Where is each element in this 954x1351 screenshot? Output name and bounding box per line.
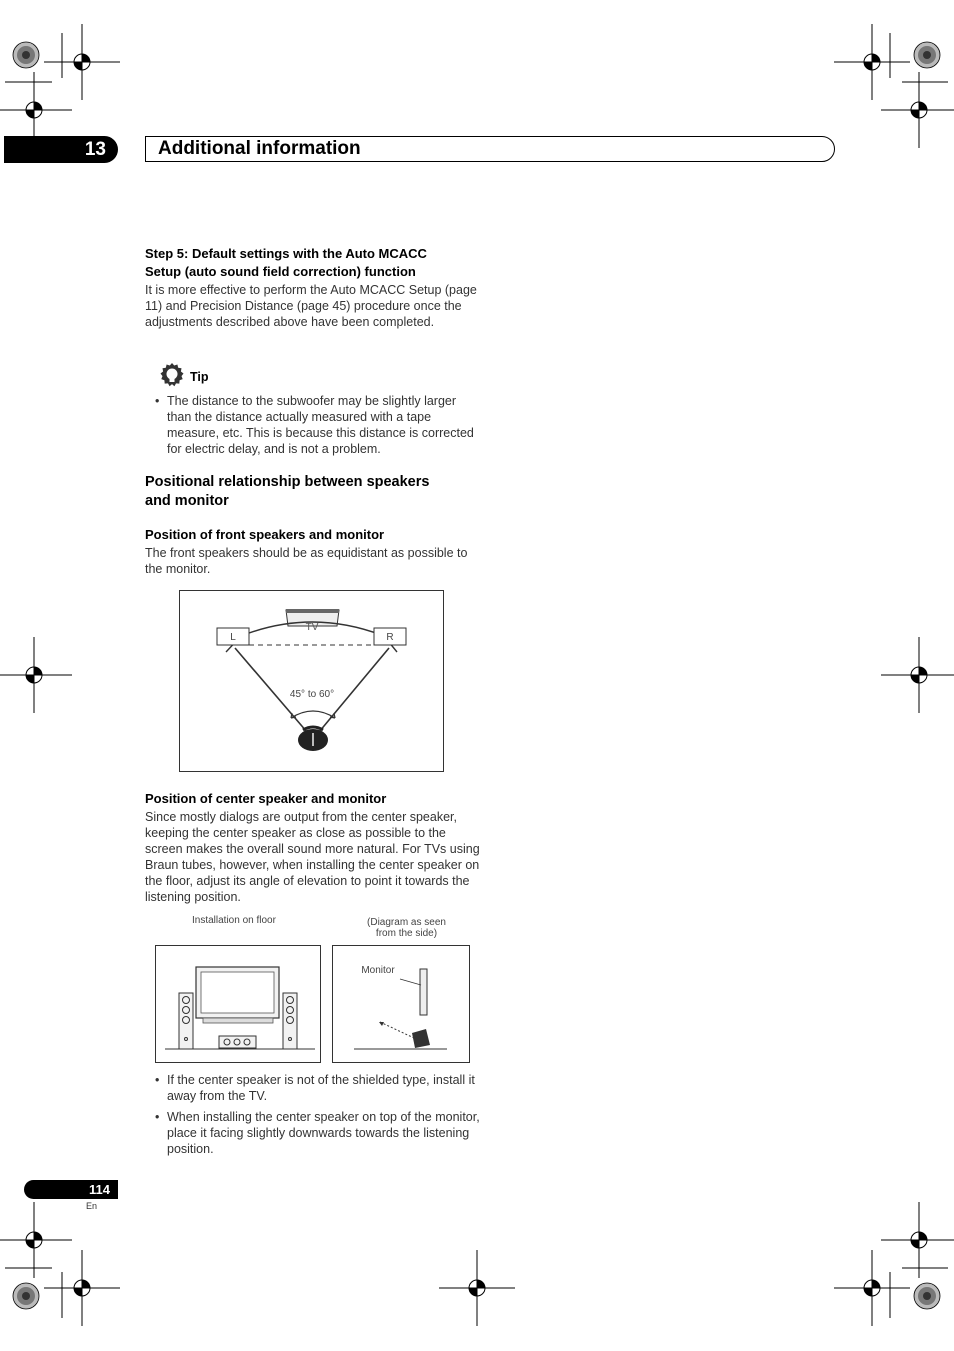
monitor-side <box>420 969 427 1015</box>
section-heading-line2: and monitor <box>145 493 229 509</box>
tip-bullet <box>155 393 480 457</box>
right-tower-speaker <box>283 993 297 1049</box>
page-language: En <box>86 1201 98 1211</box>
left-tower-speaker <box>179 993 193 1049</box>
floor-figure-label: Installation on floor <box>192 915 276 926</box>
right-speaker-label: R <box>386 632 394 643</box>
angle-label: 45° to 60° <box>289 689 335 700</box>
page-number: 114 <box>24 1180 118 1199</box>
step5-heading <box>145 245 485 281</box>
bullet-dot: • <box>155 1110 160 1124</box>
side-figure-label-line2: from the side) <box>375 928 438 939</box>
lightbulb-icon <box>158 362 186 388</box>
floor-installation-diagram <box>155 945 321 1063</box>
tv-label: TV <box>305 622 319 633</box>
center-body: Since mostly dialogs are output from the center speaker, keeping the center speaker as close as possible to the screen makes the overall sound more natural. For TVs using Braun tubes, however, when installing the center speaker on the floor, adjust its angle of elevation to point it towards the listening position. <box>145 810 480 904</box>
front-body: The front speakers should be as equidistant as possible to the monitor. <box>145 546 468 576</box>
left-speaker-label: L <box>230 632 236 643</box>
tip-label: Tip <box>190 370 209 384</box>
tip-bullet-text: The distance to the subwoofer may be slightly larger than the distance actually measured with a tape measure, etc. This is because this distance is corrected for electric delay, and is not a problem. <box>167 394 474 456</box>
step5-heading-line1: Step 5: Default settings with the Auto MCACC <box>145 246 427 261</box>
section-heading <box>145 473 485 511</box>
side-figure-label-line1: (Diagram as seen <box>367 917 446 928</box>
chapter-title: Additional information <box>158 138 361 159</box>
bullet-text: When installing the center speaker on top of the monitor, place it facing slightly downwards towards the listening position. <box>167 1110 480 1156</box>
monitor-label: Monitor <box>361 965 395 976</box>
bullet-dot: • <box>155 394 160 408</box>
list-item <box>155 1109 480 1157</box>
bullet-text: If the center speaker is not of the shielded type, install it away from the TV. <box>167 1073 475 1103</box>
list-item <box>155 1072 480 1104</box>
side-figure-label <box>359 917 454 939</box>
center-heading: Position of center speaker and monitor <box>145 791 387 806</box>
side-view-diagram <box>332 945 470 1063</box>
front-speaker-diagram <box>179 590 445 772</box>
step5-heading-line2: Setup (auto sound field correction) function <box>145 264 416 279</box>
bullet-dot: • <box>155 1073 160 1087</box>
step5-body: It is more effective to perform the Auto MCACC Setup (page 11) and Precision Distance (page 45) procedure once the adjustments described above have been completed. <box>145 283 477 329</box>
center-speaker <box>219 1036 256 1048</box>
front-heading: Position of front speakers and monitor <box>145 527 385 542</box>
chapter-number: 13 <box>4 136 118 163</box>
section-heading-line1: Positional relationship between speakers <box>145 474 430 490</box>
